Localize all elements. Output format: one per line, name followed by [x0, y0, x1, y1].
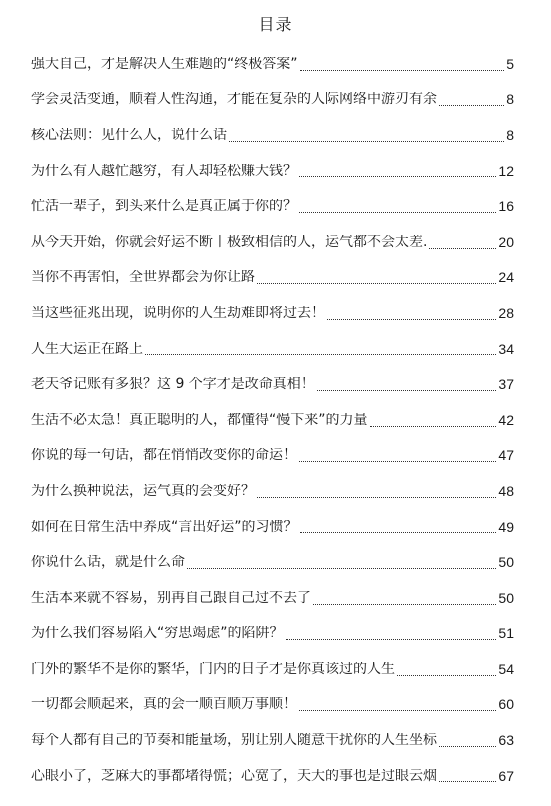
toc-entry-page-number: 8	[506, 126, 514, 143]
toc-entry-page-number: 50	[498, 554, 514, 571]
toc-entry[interactable]	[31, 509, 514, 545]
toc-entry-page-number: 51	[498, 625, 514, 642]
toc-entry[interactable]	[31, 46, 514, 82]
toc-entry-page-number: 34	[498, 340, 514, 357]
toc-entry-page-number: 54	[498, 660, 514, 677]
toc-entry-title: 生活不必太急！真正聪明的人，都懂得“慢下来”的力量	[31, 412, 368, 427]
toc-entry-title: 门外的繁华不是你的繁华，门内的日子才是你真该过的人生	[31, 661, 395, 676]
toc-entry[interactable]	[31, 758, 514, 794]
toc-entry-title: 每个人都有自己的节奏和能量场，别让别人随意干扰你的人生坐标	[31, 733, 437, 748]
toc-entry-title: 强大自己，才是解决人生难题的“终极答案”	[31, 56, 298, 71]
toc-entry[interactable]	[31, 224, 514, 260]
dot-leader	[439, 746, 496, 747]
toc-entry-page-number: 49	[498, 518, 514, 535]
dot-leader	[299, 212, 496, 213]
dot-leader	[257, 283, 496, 284]
dot-leader	[229, 141, 504, 142]
toc-entry[interactable]	[31, 687, 514, 723]
dot-leader	[187, 568, 496, 569]
dot-leader	[299, 710, 496, 711]
toc-entry-title: 你说什么话，就是什么命	[31, 555, 185, 570]
toc-entry[interactable]	[31, 616, 514, 652]
toc-entry[interactable]	[31, 331, 514, 367]
toc-entry[interactable]	[31, 651, 514, 687]
dot-leader	[299, 176, 496, 177]
dot-leader	[300, 532, 497, 533]
toc-entry[interactable]	[31, 117, 514, 153]
toc-entry-title: 老天爷记账有多狠？这 9 个字才是改命真相！	[31, 377, 315, 392]
toc-entry-title: 核心法则：见什么人，说什么话	[31, 127, 227, 142]
toc-entry[interactable]	[31, 722, 514, 758]
toc-list	[31, 46, 514, 793]
toc-entry[interactable]	[31, 473, 514, 509]
toc-entry[interactable]	[31, 260, 514, 296]
toc-entry-title: 生活本来就不容易，别再自己跟自己过不去了	[31, 590, 311, 605]
toc-entry[interactable]	[31, 402, 514, 438]
toc-entry-title: 为什么有人越忙越穷，有人却轻松赚大钱？	[31, 163, 297, 178]
dot-leader	[397, 675, 496, 676]
toc-entry-title: 为什么我们容易陷入“穷思竭虑”的陷阱？	[31, 626, 284, 641]
toc-entry-page-number: 8	[506, 91, 514, 108]
dot-leader	[370, 426, 497, 427]
toc-entry[interactable]	[31, 438, 514, 474]
dot-leader	[257, 497, 496, 498]
dot-leader	[317, 390, 497, 391]
toc-entry-page-number: 48	[498, 482, 514, 499]
toc-entry-title: 当这些征兆出现，说明你的人生劫难即将过去！	[31, 305, 325, 320]
toc-entry-title: 如何在日常生活中养成“言出好运”的习惯？	[31, 519, 298, 534]
dot-leader	[300, 70, 505, 71]
toc-entry-title: 人生大运正在路上	[31, 341, 143, 356]
toc-entry[interactable]	[31, 153, 514, 189]
dot-leader	[145, 354, 496, 355]
toc-entry-page-number: 12	[498, 162, 514, 179]
toc-entry-title: 心眼小了，芝麻大的事都堵得慌；心宽了，天大的事也是过眼云烟	[31, 768, 437, 783]
toc-entry-page-number: 20	[498, 233, 514, 250]
toc-entry-title: 一切都会顺起来，真的会一顺百顺万事顺！	[31, 697, 297, 712]
toc-entry-page-number: 37	[498, 376, 514, 393]
toc-entry-title: 为什么换种说法，运气真的会变好？	[31, 483, 255, 498]
toc-entry-page-number: 60	[498, 696, 514, 713]
dot-leader	[429, 248, 496, 249]
toc-entry-title: 当你不再害怕，全世界都会为你让路	[31, 270, 255, 285]
toc-entry[interactable]	[31, 544, 514, 580]
dot-leader	[439, 105, 504, 106]
toc-entry[interactable]	[31, 366, 514, 402]
toc-entry-page-number: 5	[506, 55, 514, 72]
dot-leader	[327, 319, 496, 320]
toc-title: 目录	[258, 15, 293, 34]
toc-entry-page-number: 50	[498, 589, 514, 606]
toc-entry[interactable]	[31, 188, 514, 224]
dot-leader	[299, 461, 496, 462]
toc-entry-page-number: 47	[498, 447, 514, 464]
toc-entry-page-number: 28	[498, 304, 514, 321]
toc-entry[interactable]	[31, 580, 514, 616]
toc-entry-page-number: 67	[498, 767, 514, 784]
dot-leader	[286, 639, 497, 640]
dot-leader	[313, 604, 496, 605]
toc-entry[interactable]	[31, 295, 514, 331]
toc-entry-page-number: 16	[498, 198, 514, 215]
toc-entry[interactable]	[31, 82, 514, 118]
toc-entry-title: 学会灵活变通，顺着人性沟通，才能在复杂的人际网络中游刃有余	[31, 92, 437, 107]
toc-entry-title: 你说的每一句话，都在悄悄改变你的命运！	[31, 448, 297, 463]
toc-entry-page-number: 24	[498, 269, 514, 286]
toc-entry-title: 忙活一辈子，到头来什么是真正属于你的？	[31, 199, 297, 214]
toc-entry-page-number: 63	[498, 732, 514, 749]
dot-leader	[439, 781, 496, 782]
toc-entry-title: 从今天开始，你就会好运不断丨极致相信的人，运气都不会太差.	[31, 234, 428, 249]
toc-entry-page-number: 42	[498, 411, 514, 428]
